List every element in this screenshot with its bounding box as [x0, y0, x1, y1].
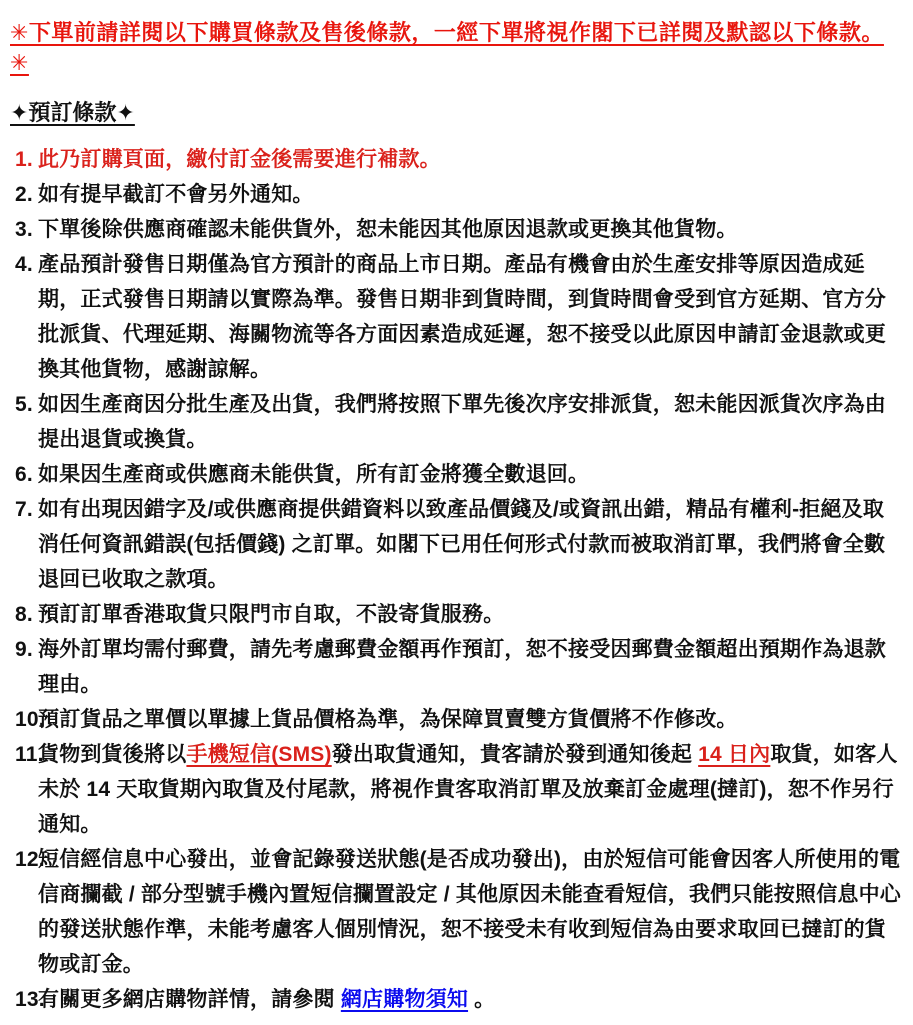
term-item-9 — [10, 632, 901, 702]
term-item-5 — [10, 387, 901, 457]
term-item-7 — [10, 492, 901, 597]
term-text: 此乃訂購頁面，繳付訂金後需要進行補款。 — [38, 148, 441, 171]
term-text: 短信經信息中心發出，並會記錄發送狀態(是否成功發出)，由於短信可能會因客人所使用的電信商攔截 / 部分型號手機內置短信攔置設定 / 其他原因未能查看短信，我們只能按照信息中心的發送狀態作準，未能考慮客人個別情況，恕不接受未有收到短信為由要求取回已撻訂的貨物或訂金。 — [38, 848, 902, 976]
item-number: 6. — [15, 463, 33, 486]
item-number: 2. — [15, 183, 33, 206]
term-item-8 — [10, 597, 901, 632]
term-text: 有關更多網店購物詳情，請參閱 — [38, 988, 341, 1011]
store-shopping-guide-link[interactable]: 網店購物須知 — [340, 988, 469, 1011]
term-item-10 — [10, 702, 901, 737]
term-text: 如因生產商因分批生產及出貨，我們將按照下單先後次序安排派貨，恕未能因派貨次序為由提出退貨或換貨。 — [38, 393, 886, 451]
term-text: 下單後除供應商確認未能供貨外，恕未能因其他原因退款或更換其他貨物。 — [38, 218, 738, 241]
term-text: 如有出現因錯字及/或供應商提供錯資料以致產品價錢及/或資訊出錯，精品有權利-拒絕及取消任何資訊錯誤(包括價錢) 之訂單。如閣下已用任何形式付款而被取消訂單，我們將會全數退回已收取之款項。 — [38, 498, 886, 591]
terms-list — [10, 142, 901, 1017]
term-item-2 — [10, 177, 901, 212]
term-text: 如果因生產商或供應商未能供貨，所有訂金將獲全數退回。 — [38, 463, 590, 486]
notice-header: ✳下單前請詳閱以下購買條款及售後條款，一經下單將視作閣下已詳閱及默認以下條款。✳ — [10, 20, 884, 75]
term-text: 如有提早截訂不會另外通知。 — [38, 183, 314, 206]
term-item-11 — [10, 737, 901, 842]
term-item-3 — [10, 212, 901, 247]
item-number: 4. — [15, 253, 33, 276]
pickup-deadline-emphasis: 14 日內 — [698, 743, 771, 766]
item-number: 11. — [15, 743, 44, 766]
item-number: 9. — [15, 638, 33, 661]
section-title-preorder-terms: ✦預訂條款✦ — [10, 100, 135, 125]
item-number: 12. — [15, 848, 45, 871]
term-text: 預訂貨品之單價以單據上貨品價格為準，為保障買賣雙方貨價將不作修改。 — [38, 708, 738, 731]
term-text: 產品預計發售日期僅為官方預計的商品上市日期。產品有機會由於生產安排等原因造成延期，正式發售日期請以實際為準。發售日期非到貨時間，到貨時間會受到官方延期、官方分批派貨、代理延期、海關物流等各方面因素造成延遲，恕不接受以此原因申請訂金退款或更換其他貨物，感謝諒解。 — [38, 253, 886, 381]
item-number: 1. — [15, 148, 33, 171]
item-number: 8. — [15, 603, 33, 626]
item-number: 7. — [15, 498, 33, 521]
item-number: 10. — [15, 708, 45, 731]
sms-notice-emphasis: 手機短信(SMS) — [186, 743, 332, 766]
term-item-1 — [10, 142, 901, 177]
term-item-6 — [10, 457, 901, 492]
term-text: 。 — [468, 988, 496, 1011]
item-number: 13. — [15, 988, 45, 1011]
term-text: 海外訂單均需付郵費，請先考慮郵費金額再作預訂，恕不接受因郵費金額超出預期作為退款理由。 — [38, 638, 886, 696]
term-text: 貨物到貨後將以 — [38, 743, 187, 766]
item-number: 5. — [15, 393, 33, 416]
term-item-4 — [10, 247, 901, 387]
term-item-12 — [10, 842, 901, 982]
term-text: 取貨，如客人未於 14 天取貨期內取貨及付尾款，將視作貴客取消訂單及放棄訂金處理(撻訂)，恕不作另行通知。 — [38, 743, 898, 836]
term-item-13 — [10, 982, 901, 1017]
item-number: 3. — [15, 218, 33, 241]
term-text: 預訂訂單香港取貨只限門市自取，不設寄貨服務。 — [38, 603, 505, 626]
term-text: 發出取貨通知，貴客請於發到通知後起 — [331, 743, 699, 766]
